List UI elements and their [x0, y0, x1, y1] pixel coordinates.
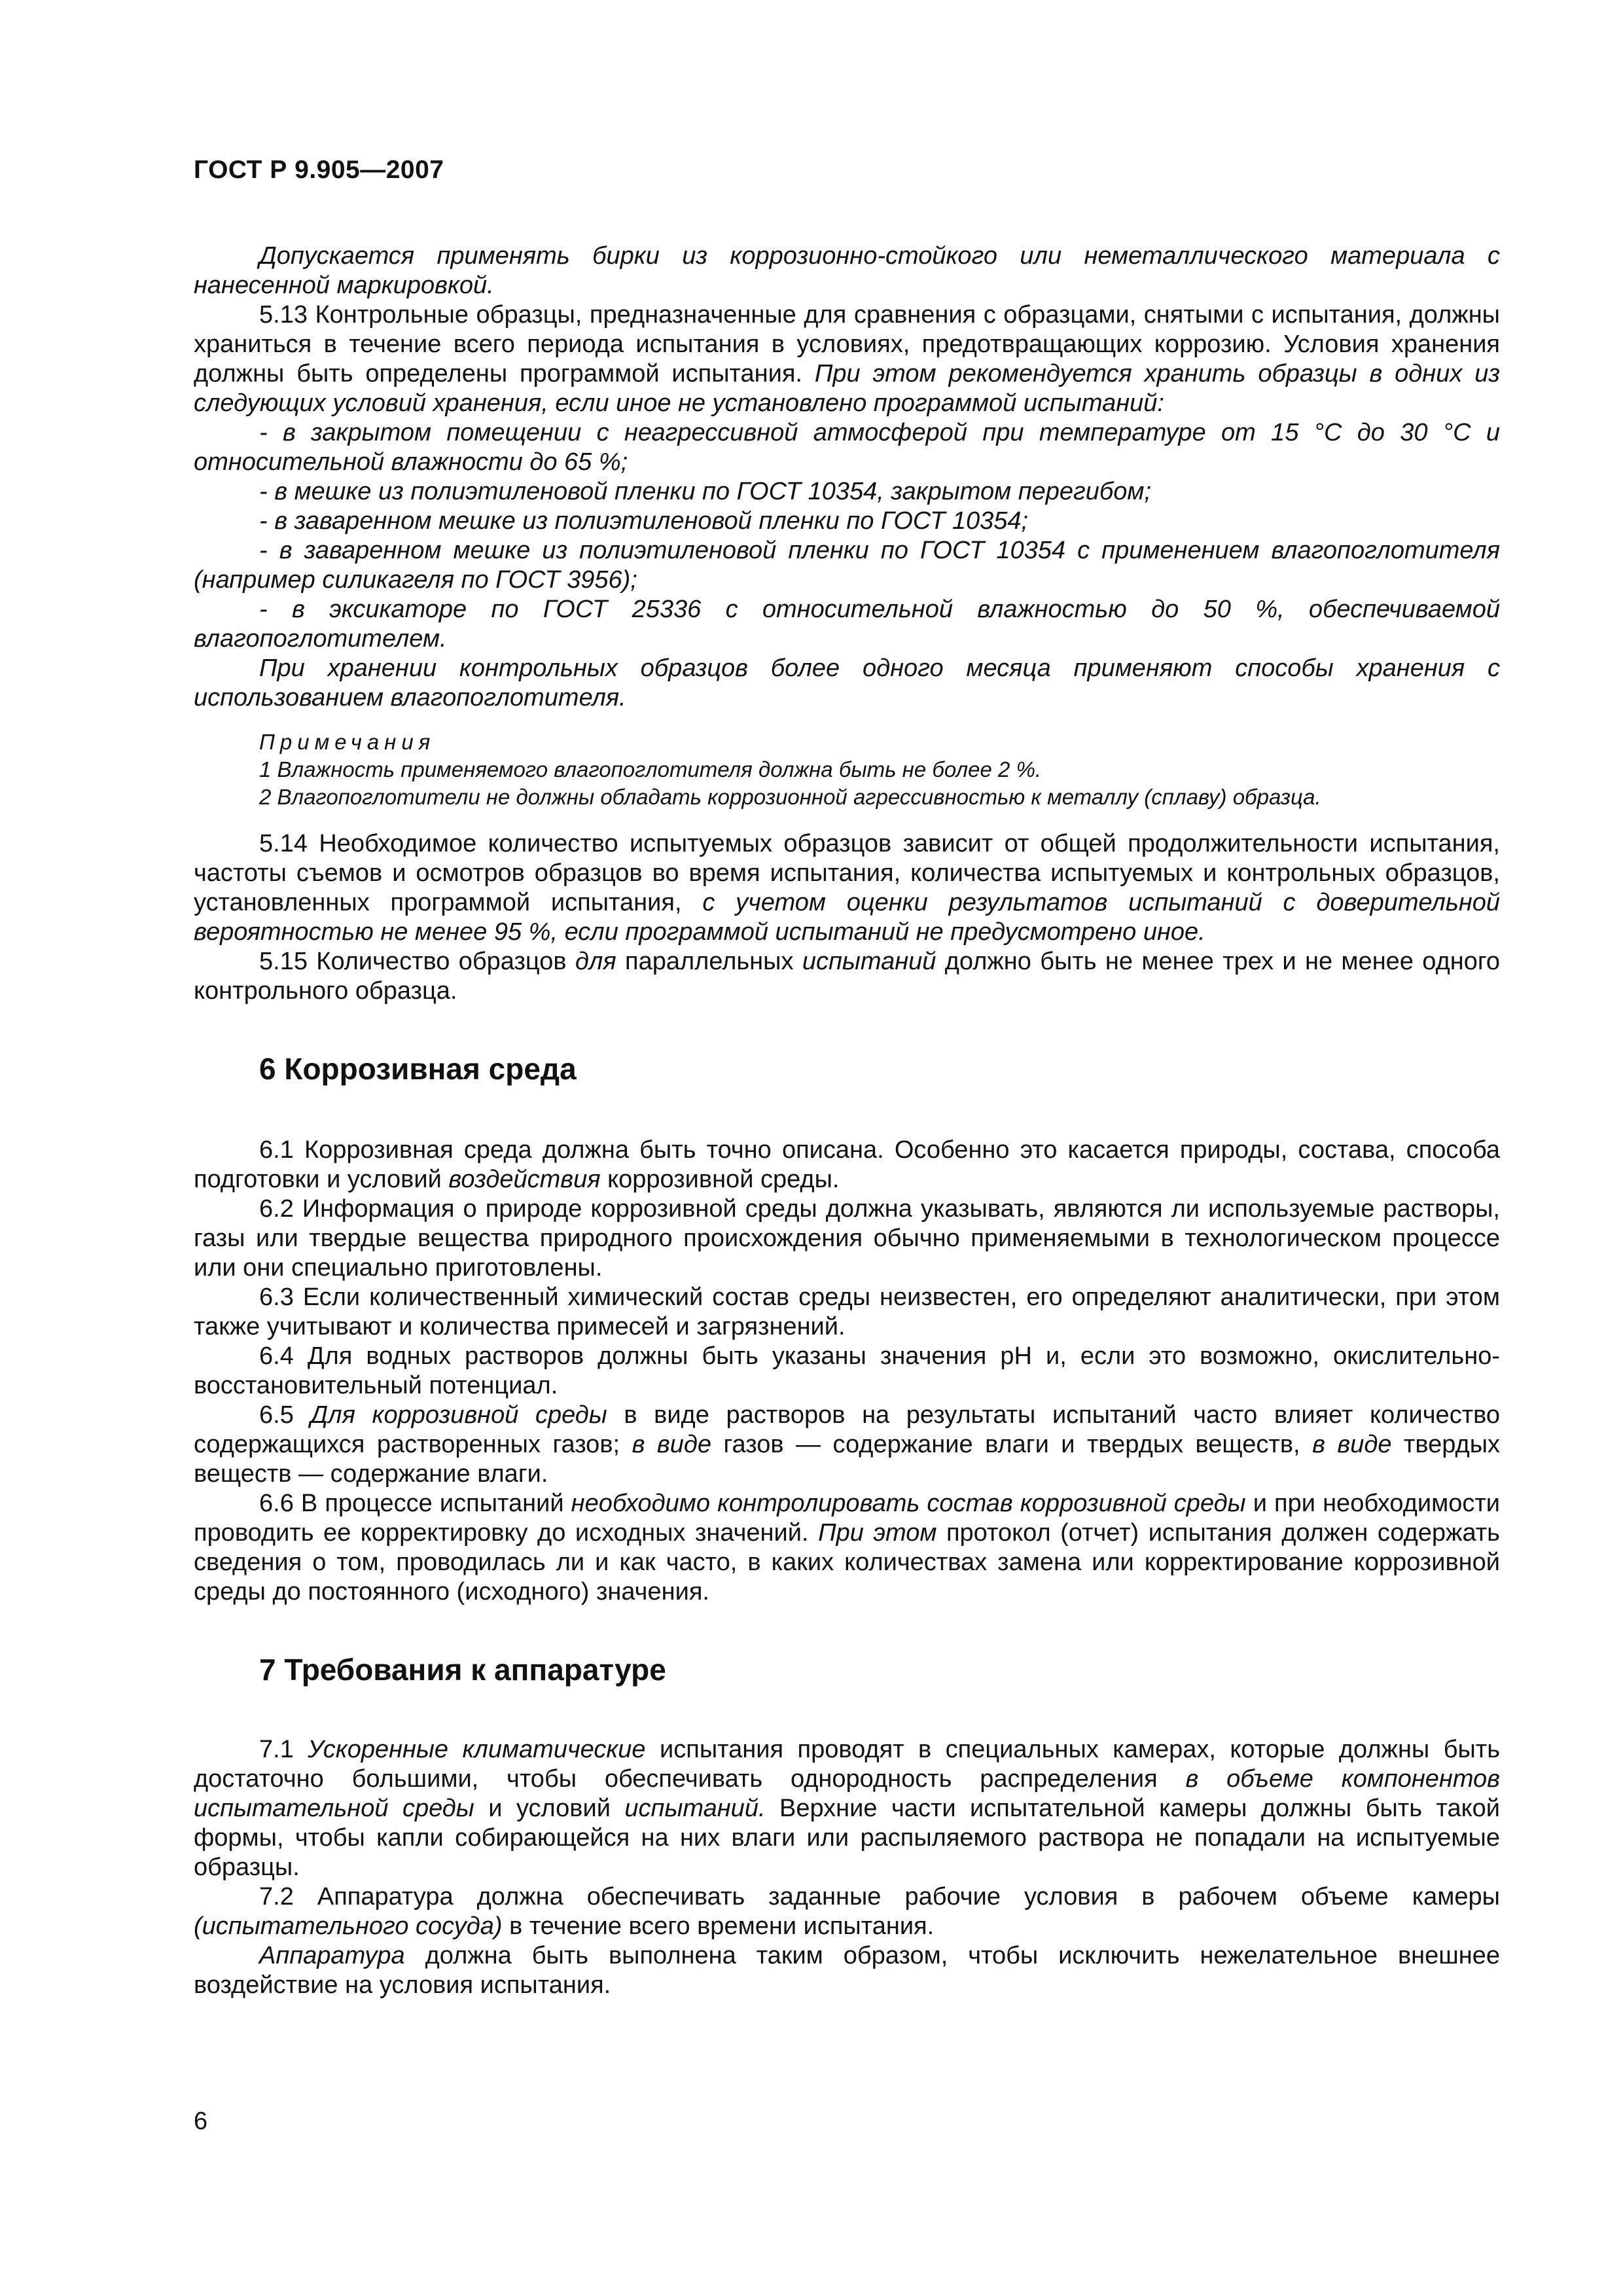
clause-5-14: 5.14 Необходимое количество испытуемых образцов зависит от общей продолжительности испытания, частоты съемов и осмотров образцов во время испытания, количества испытуемых и контрольных образцов, установленных программой испытания, с учетом оценки результатов испытаний с доверительной вероятностью не менее 95 %, если программой испытаний не предусмотрено иное. — [194, 830, 1501, 946]
notes-title: Примечания — [259, 730, 436, 754]
clause-6-2: 6.2 Информация о природе коррозивной среды должна указывать, являются ли используемые растворы, газы или твердые вещества природного происхождения обычно применяемыми в технологическом процессе или они специально приготовлены. — [194, 1195, 1500, 1282]
storage-option: - в мешке из полиэтиленовой пленки по ГОСТ 10354, закрытом перегибом; — [259, 478, 1152, 505]
note-item: 2 Влагопоглотители не должны обладать коррозионной агрессивностью к металлу (сплаву) образца. — [259, 785, 1321, 809]
clause-6-1: 6.1 Коррозивная среда должна быть точно описана. Особенно это касается природы, состава, способа подготовки и условий воздействия коррозивной среды. — [194, 1136, 1500, 1193]
storage-option: - в заваренном мешке из полиэтиленовой пленки по ГОСТ 10354; — [259, 507, 1029, 535]
page-number: 6 — [194, 2108, 208, 2135]
clause-6-6: 6.6 В процессе испытаний необходимо контролировать состав коррозивной среды и при необходимости проводить ее корректировку до исходных значений. При этом протокол (отчет) испытания должен содержать сведения о том, проводилась ли и как часто, в каких количествах замена или корректирование коррозивной среды до постоянного (исходного) значения. — [194, 1490, 1500, 1605]
clause-6-3: 6.3 Если количественный химический состав среды неизвестен, его определяют аналитически, при этом также учитывают и количества примесей и загрязнений. — [194, 1283, 1500, 1340]
clause-6-4: 6.4 Для водных растворов должны быть указаны значения pH и, если это возможно, окислительно-восстановительный потенциал. — [194, 1342, 1500, 1399]
storage-option: - в закрытом помещении с неагрессивной атмосферой при температуре от 15 °С до 30 °С и относительной влажности до 65 %; — [194, 419, 1500, 476]
note-item: 1 Влажность применяемого влагопоглотителя должна быть не более 2 %. — [259, 757, 1042, 781]
section-7-heading: 7 Требования к аппаратуре — [259, 1653, 666, 1687]
clause-7-1: 7.1 Ускоренные климатические испытания проводят в специальных камерах, которые должны быть достаточно большими, чтобы обеспечивать однородность распределения в объеме компонентов испытательной среды и условий испытаний. Верхние части испытательной камеры должны быть такой формы, чтобы капли собирающейся на них влаги или распыляемого раствора не попадали на испытуемые образцы. — [194, 1736, 1501, 1881]
clause-7-2: 7.2 Аппаратура должна обеспечивать заданные рабочие условия в рабочем объеме камеры (испытательного сосуда) в течение всего времени испытания. — [194, 1883, 1500, 1940]
storage-option: - в заваренном мешке из полиэтиленовой пленки по ГОСТ 10354 с применением влагопоглотителя (например силикагеля по ГОСТ 3956); — [194, 537, 1500, 594]
section-6-heading: 6 Коррозивная среда — [259, 1052, 577, 1086]
clause-6-5: 6.5 Для коррозивной среды в виде растворов на результаты испытаний часто влияет количество содержащихся растворенных газов; в виде газов — содержание влаги и твердых веществ, в виде твердых веществ — содержание влаги. — [194, 1401, 1501, 1488]
long-storage-paragraph: При хранении контрольных образцов более одного месяца применяют способы хранения с использованием влагопоглотителя. — [194, 655, 1500, 711]
apparatus-paragraph: Аппаратура должна быть выполнена таким образом, чтобы исключить нежелательное внешнее воздействие на условия испытания. — [194, 1942, 1500, 1999]
document-page — [194, 157, 1500, 2000]
storage-option: - в эксикаторе по ГОСТ 25336 с относительной влажностью до 50 %, обеспечиваемой влагопоглотителем. — [194, 596, 1500, 653]
clause-5-15: 5.15 Количество образцов для параллельных испытаний должно быть не менее трех и не менее одного контрольного образца. — [194, 948, 1501, 1005]
document-header: ГОСТ Р 9.905—2007 — [194, 156, 444, 184]
tags-paragraph: Допускается применять бирки из коррозионно-стойкого или неметаллического материала с нанесенной маркировкой. — [194, 242, 1500, 299]
clause-5-13: 5.13 Контрольные образцы, предназначенные для сравнения с образцами, снятыми с испытания, должны храниться в течение всего периода испытания в условиях, предотвращающих коррозию. Условия хранения должны быть определены программой испытания. При этом рекомендуется хранить образцы в одних из следующих условий хранения, если иное не установлено программой испытаний: — [194, 301, 1500, 417]
